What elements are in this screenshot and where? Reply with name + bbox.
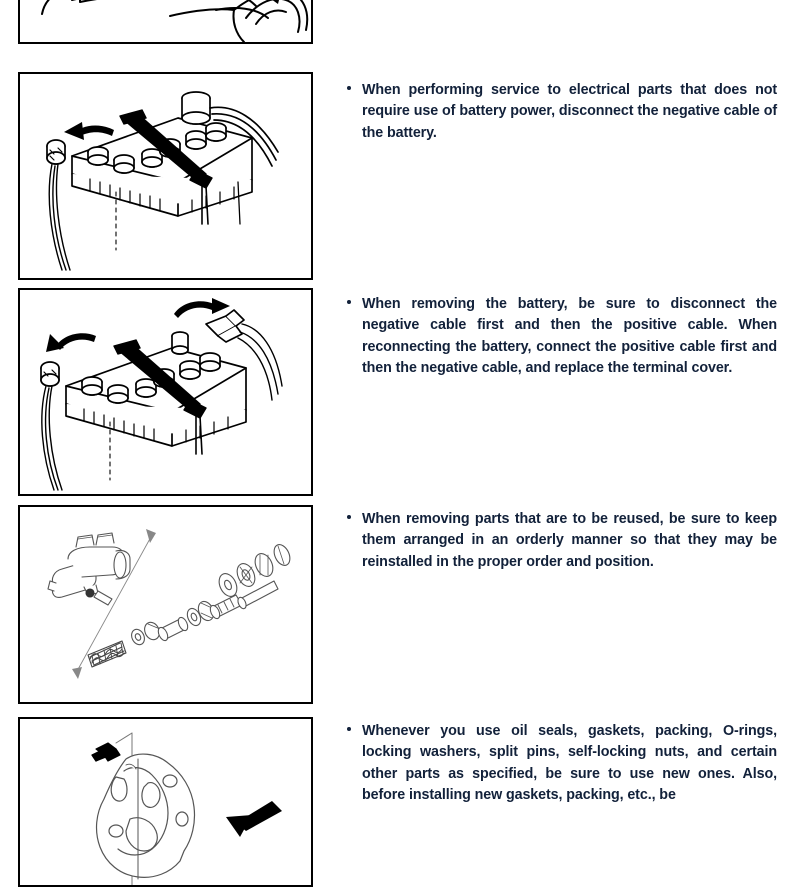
panel-new-parts [18, 717, 313, 887]
note-battery [345, 294, 777, 380]
note-newparts [345, 721, 777, 807]
panel-battery-remove [18, 288, 313, 496]
housing-cover-bolt-drawing [20, 719, 311, 885]
bullet-icon [347, 300, 351, 304]
battery-removal-illustration [20, 290, 311, 494]
master-cylinder-exploded-drawing [20, 507, 311, 702]
bullet-icon [347, 86, 351, 90]
new-gasket-installation-illustration [20, 719, 311, 885]
note-reuse-text: When removing parts that are to be reused, be sure to keep them arranged in an orderly manner so that they may be reinstalled in the proper order and position. [362, 511, 777, 570]
note-reuse [345, 509, 777, 573]
vehicle-front-drawing [20, 0, 311, 42]
battery-negative-cable-disconnect-illustration [20, 74, 311, 278]
parts-arranged-in-order-illustration [20, 507, 311, 702]
note-electrical [345, 80, 777, 144]
panel-battery-disconnect [18, 72, 313, 280]
note-newparts-text: Whenever you use oil seals, gaskets, packing, O-rings, locking washers, split pins, self-locking nuts, and certain other parts as specified, be sure to use new ones. Also, before installing new gaskets, packing, etc., be [362, 723, 777, 804]
note-battery-text: When removing the battery, be sure to disconnect the negative cable first and then the positive cable. When reconnecting the battery, connect the positive cable first and then the negative cable, and replace the terminal cover. [362, 296, 777, 377]
panel-parts-order [18, 505, 313, 704]
panel-vehicle [18, 0, 313, 44]
note-electrical-text: When performing service to electrical parts that does not require use of battery power, disconnect the negative cable of the battery. [362, 82, 777, 141]
battery-disconnect-drawing [20, 74, 311, 278]
bullet-icon [347, 515, 351, 519]
battery-removal-drawing [20, 290, 311, 494]
vehicle-front-illustration [20, 0, 311, 42]
bullet-icon [347, 727, 351, 731]
